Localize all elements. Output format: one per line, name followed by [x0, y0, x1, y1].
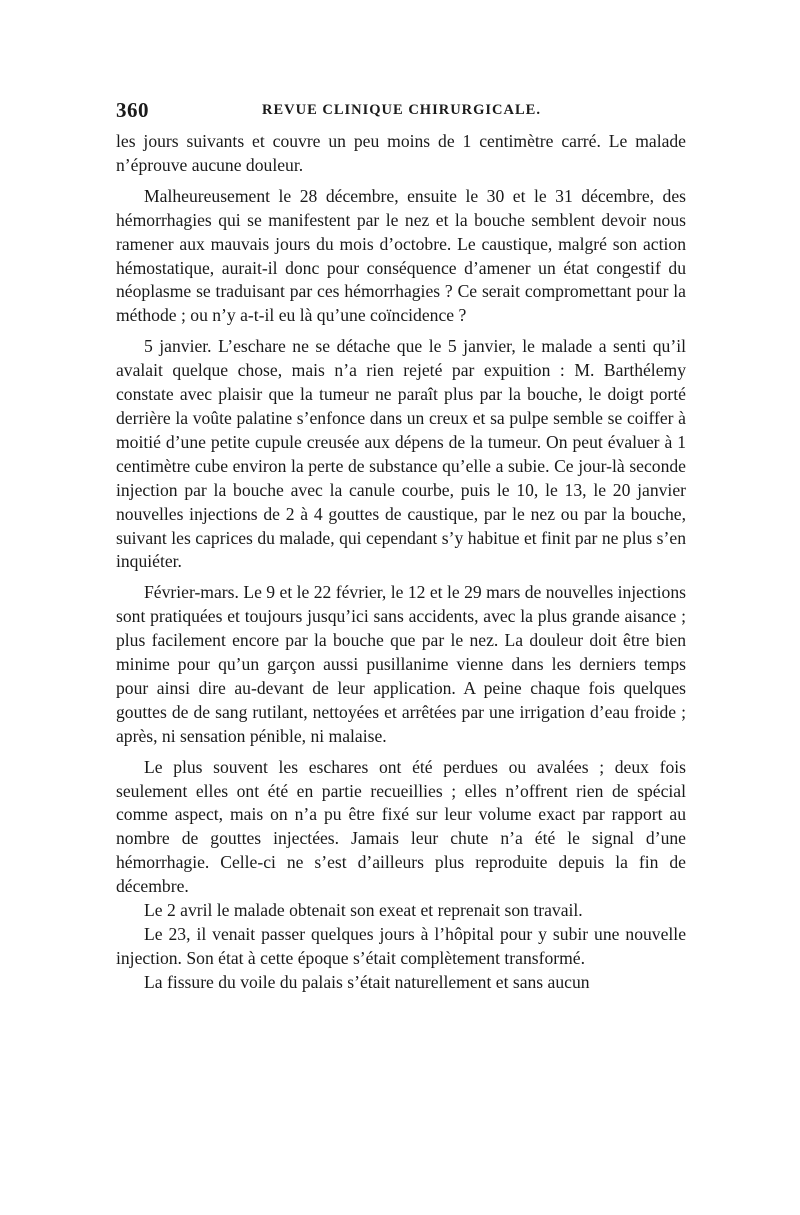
- paragraph-eschars: Le plus souvent les eschares ont été perdues ou avalées ; deux fois seulement elles ont été en partie recueillies ; elles n’offrent rien de spécial comme aspect, mais on n’a pu être fixé sur leur volume exact par rapport au nombre de gouttes injectées. Jamais leur chute n’a été le signal d’une hémorrhagie. Celle-ci ne s’est d’ailleurs plus reproduite depuis la fin de décembre.: [116, 756, 686, 897]
- page-number: 360: [116, 98, 149, 122]
- paragraph-fissure: La fissure du voile du palais s’était naturellement et sans aucun: [144, 971, 590, 992]
- paragraph-january: 5 janvier. L’eschare ne se détache que le 5 janvier, le malade a senti qu’il avalait quelque chose, mais n’a rien rejeté par expuition : M. Barthélemy constate avec plaisir que la tumeur ne paraît plus par la bouche, le doigt porté derrière la voûte palatine s’enfonce dans un creux et sa pulpe semble se coiffer à moitié d’une petite cupule creusée aux dépens de la tumeur. On peut évaluer à 1 centimètre cube environ la perte de substance qu’elle a subie. Ce jour-là seconde injection par la bouche avec la canule courbe, puis le 10, le 13, le 20 janvier nouvelles injections de 2 à 4 gouttes de caustique, par le nez ou par la bouche, suivant les caprices du malade, qui cependant s’y habitue et finit par ne plus s’en inquiéter.: [116, 336, 686, 572]
- paragraph-continued: les jours suivants et couvre un peu moins de 1 centimètre carré. Le malade n’éprouve aucune douleur.: [116, 131, 686, 175]
- running-title: REVUE CLINIQUE CHIRURGICALE.: [262, 102, 541, 118]
- page-header: [116, 98, 684, 124]
- paragraph-23rd: Le 23, il venait passer quelques jours à l’hôpital pour y subir une nouvelle injection. Son état à cette époque s’était complètement transformé.: [116, 924, 686, 968]
- paragraph-hemorrhages: Malheureusement le 28 décembre, ensuite le 30 et le 31 décembre, des hémorrhagies qui se manifestent par le nez et la bouche semblent devoir nous ramener aux mauvais jours du mois d’octobre. Le caustique, malgré son action hémostatique, aurait-il donc pour conséquence d’amener un état congestif du néoplasme se traduisant par ces hémorrhagies ? Ce serait compromettant pour la méthode ; ou n’y a-t-il eu là qu’une coïncidence ?: [116, 185, 686, 326]
- body-text: [116, 130, 686, 995]
- paragraph-february-march: Février-mars. Le 9 et le 22 février, le 12 et le 29 mars de nouvelles injections sont pratiquées et toujours jusqu’ici sans accidents, avec la plus grande aisance ; plus facilement encore par la bouche que par le nez. La douleur doit être bien minime pour qu’un garçon aussi pusillanime vienne dans les derniers temps pour ainsi dire au-devant de leur application. A peine chaque fois quelques gouttes de de sang rutilant, nettoyées et arrêtées par une irrigation d’eau froide ; après, ni sensation pénible, ni malaise.: [116, 582, 686, 746]
- paragraph-april: Le 2 avril le malade obtenait son exeat et reprenait son travail.: [144, 900, 583, 921]
